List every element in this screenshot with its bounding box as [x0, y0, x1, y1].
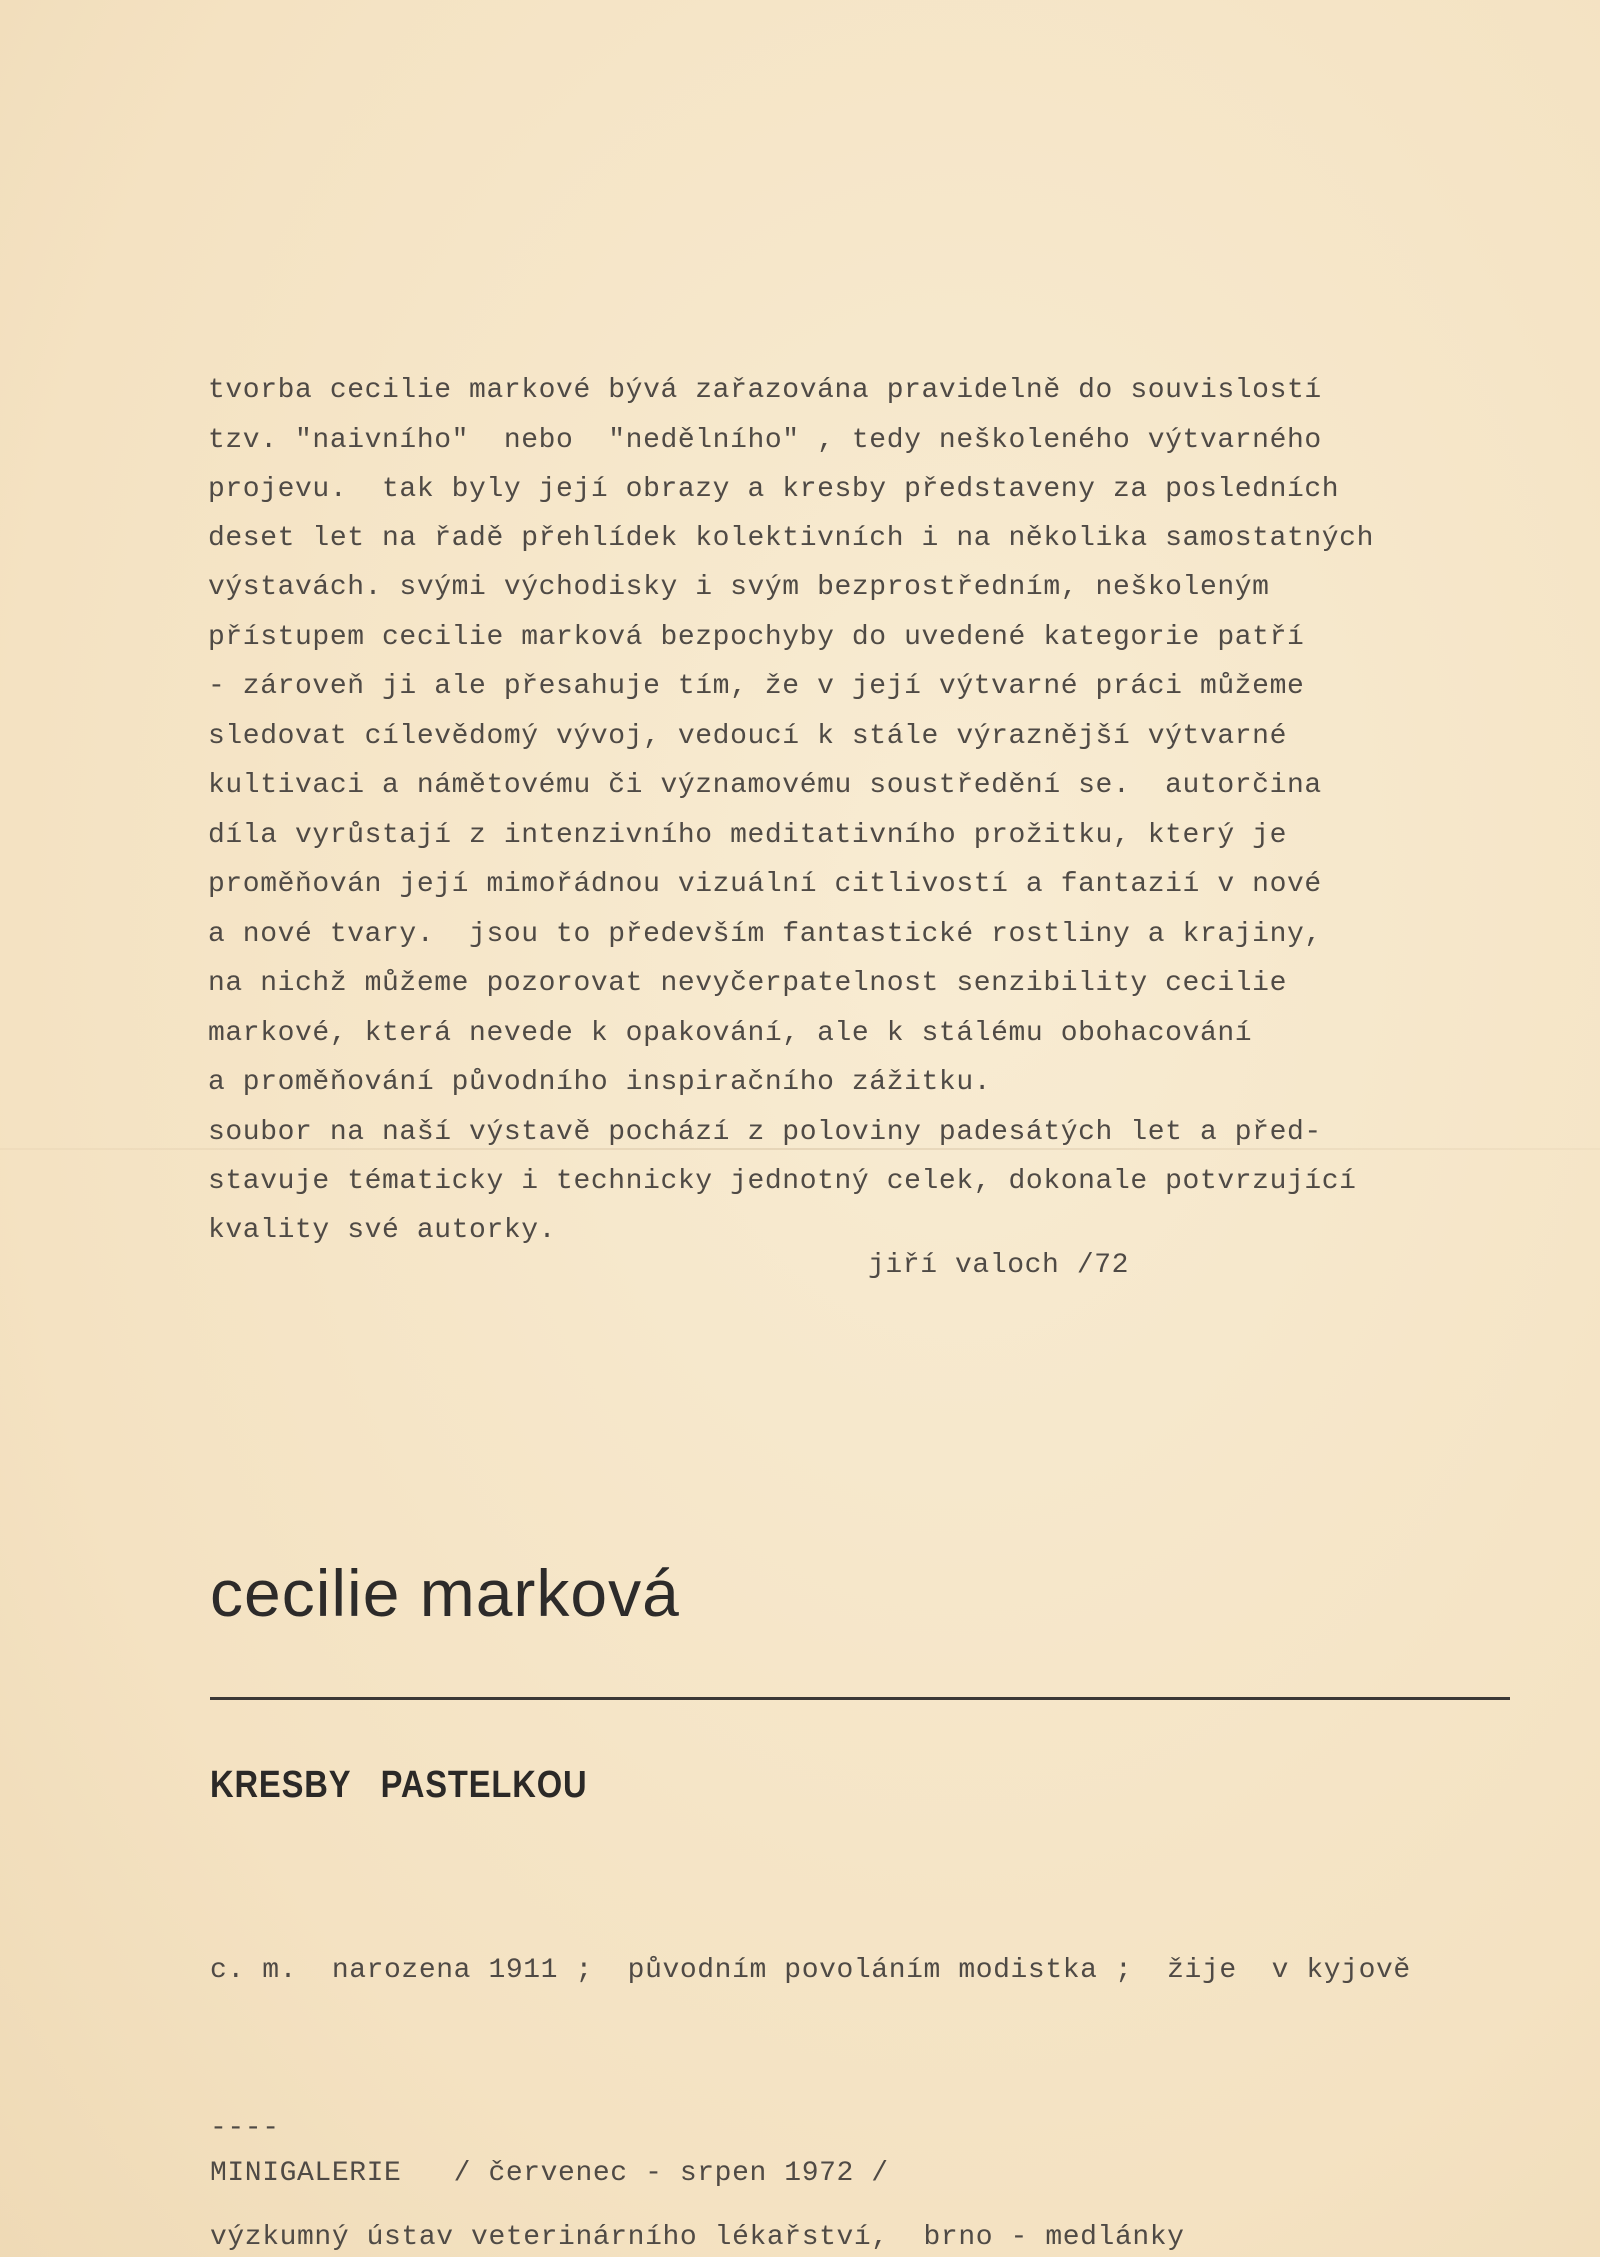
author-signature: jiří valoch /72	[868, 1250, 1130, 1281]
essay-line: soubor na naší výstavě pochází z poloviny padesátých let a před-	[208, 1117, 1322, 1148]
essay-line: přístupem cecilie marková bezpochyby do uvedené kategorie patří	[208, 622, 1305, 653]
institute-address: výzkumný ústav veterinárního lékařství, brno - medlánky	[210, 2222, 1185, 2253]
essay-line: tzv. "naivního" nebo "nedělního" , tedy neškoleného výtvarného	[208, 425, 1322, 456]
essay-line: a nové tvary. jsou to především fantastické rostliny a krajiny,	[208, 919, 1322, 950]
artist-name-heading: cecilie marková	[210, 1556, 680, 1630]
gallery-dates: MINIGALERIE / červenec - srpen 1972 /	[210, 2158, 889, 2189]
essay-line: stavuje tématicky i technicky jednotný celek, dokonale potvrzující	[208, 1166, 1357, 1197]
essay-line: tvorba cecilie markové bývá zařazována pravidelně do souvislostí	[208, 375, 1322, 406]
horizontal-rule	[210, 1697, 1510, 1700]
essay-line: a proměňování původního inspiračního zážitku.	[208, 1067, 992, 1098]
essay-line: markové, která nevede k opakování, ale k stálému obohacování	[208, 1018, 1253, 1049]
artist-bio: c. m. narozena 1911 ; původním povoláním modistka ; žije v kyjově	[210, 1955, 1411, 1986]
essay-line: na nichž můžeme pozorovat nevyčerpatelnost senzibility cecilie	[208, 968, 1287, 999]
essay-line: deset let na řadě přehlídek kolektivních i na několika samostatných	[208, 523, 1374, 554]
separator-dashes: ----	[210, 2113, 280, 2144]
essay-line: kultivaci a námětovému či významovému soustředění se. autorčina	[208, 770, 1322, 801]
essay-line: projevu. tak byly její obrazy a kresby představeny za posledních	[208, 474, 1340, 505]
essay-line: díla vyrůstají z intenzivního meditativního prožitku, který je	[208, 820, 1287, 851]
essay-line: proměňován její mimořádnou vizuální citlivostí a fantazií v nové	[208, 869, 1322, 900]
essay-line: kvality své autorky.	[208, 1215, 557, 1246]
paper-fold	[0, 1148, 1600, 1150]
exhibition-subtitle: KRESBY PASTELKOU	[210, 1764, 588, 1806]
essay-paragraph	[208, 375, 1374, 1246]
essay-line: výstavách. svými východisky i svým bezprostředním, neškoleným	[208, 572, 1270, 603]
essay-line: sledovat cílevědomý vývoj, vedoucí k stále výraznější výtvarné	[208, 721, 1287, 752]
essay-line: - zároveň ji ale přesahuje tím, že v její výtvarné práci můžeme	[208, 671, 1305, 702]
